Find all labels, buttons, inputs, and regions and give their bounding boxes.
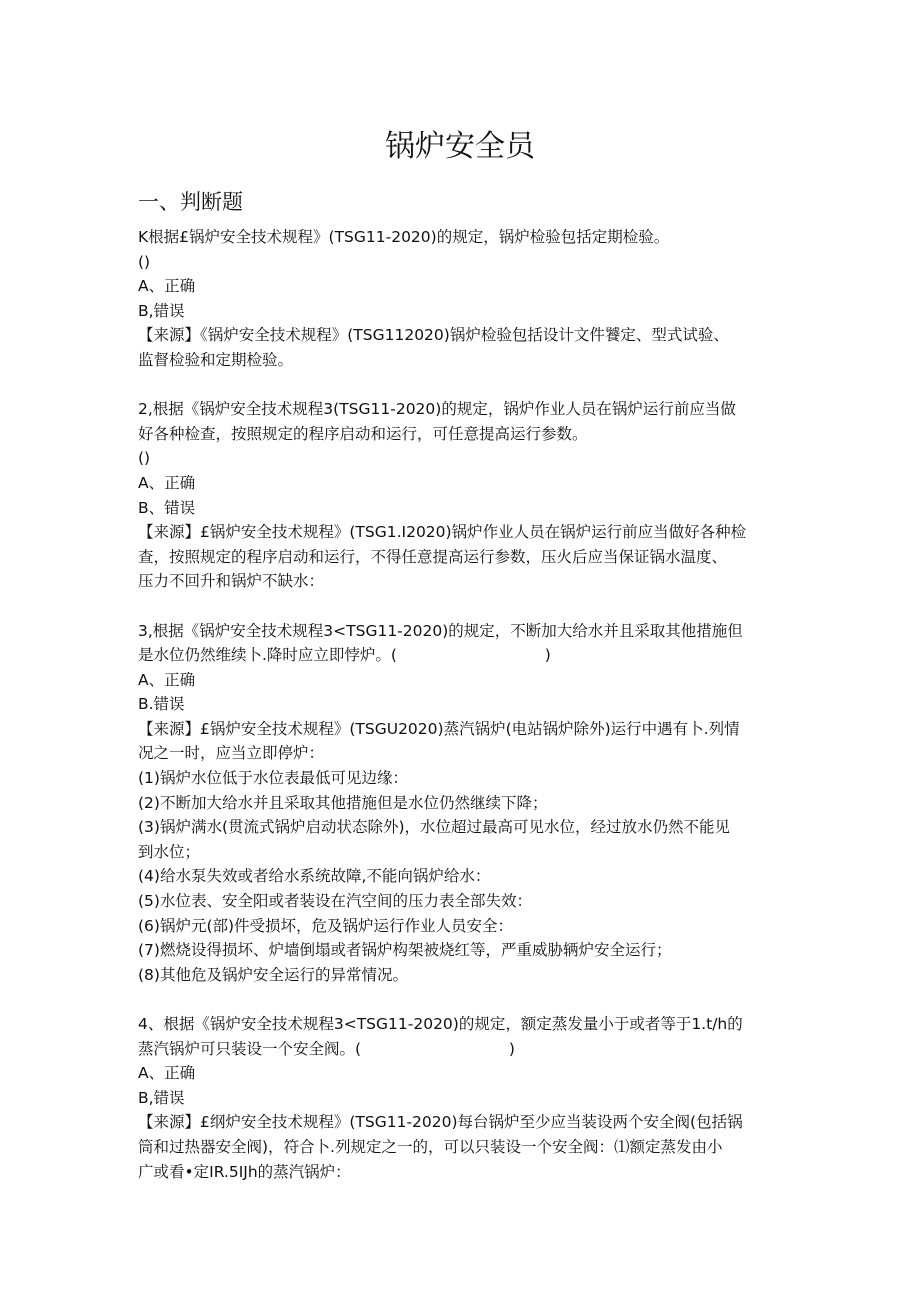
question-block xyxy=(138,619,788,988)
source-text: 【来源】£锅炉安全技术规程》(TSG1.I2020)锅炉作业人员在锅炉运行前应当做好各种检 xyxy=(138,523,747,542)
question-list xyxy=(138,225,788,1184)
option-b: B,错误 xyxy=(138,1088,185,1107)
source-text: (1)锅炉水位低于水位表最低可见边缘： xyxy=(138,769,408,788)
source-text: (8)其他危及锅炉安全运行的异常情况。 xyxy=(138,965,408,984)
option-a: A、正确 xyxy=(138,1064,196,1083)
spacer xyxy=(138,987,788,1012)
source-text: (7)燃烧设得损坏、炉墙倒塌或者锅炉构架被烧红等，严重威胁辆炉安全运行； xyxy=(138,941,672,960)
source-text: (3)锅炉满水(贯流式锅炉启动状态除外)，水位超过最高可见水位，经过放水仍然不能见 xyxy=(138,818,731,837)
option-a: A、正确 xyxy=(138,277,196,296)
question-stem: 3,根据《锅炉安全技术规程3<TSG11-2020)的规定，不断加大给水并且采取其他措施但 xyxy=(138,621,743,640)
source-text: 【来源】《锅炉安全技术规程》(TSG112020)锅炉检验包括设计文件饕定、型式试验、 xyxy=(138,326,729,345)
question-block xyxy=(138,225,788,373)
source-text: 到水位； xyxy=(138,842,201,861)
question-stem: 是水位仍然维续卜.降时应立即悖炉。( ) xyxy=(138,646,551,665)
source-text: 况之一时，应当立即停炉： xyxy=(138,744,325,763)
document-title: 锅炉安全员 xyxy=(385,129,535,164)
answer-blank: () xyxy=(138,252,151,271)
option-b: B、错误 xyxy=(138,498,196,517)
question-stem: K根据£锅炉安全技术规程》(TSG11-2020)的规定，锅炉检验包括定期检验。 xyxy=(138,228,670,246)
source-text: (2)不断加大给水并且采取其他措施但是水位仍然继续下降； xyxy=(138,793,548,812)
question-stem: 好各种检查，按照规定的程序启动和运行，可任意提高运行参数。 xyxy=(138,424,588,443)
source-text: 监督检验和定期检验。 xyxy=(138,350,294,369)
option-a: A、正确 xyxy=(138,473,196,492)
source-text: (4)给水泵失效或者给水系统故障,不能向锅炉给水： xyxy=(138,867,491,886)
spacer xyxy=(138,594,788,619)
answer-blank: () xyxy=(138,449,151,468)
option-b: B.错误 xyxy=(138,695,185,714)
question-block xyxy=(138,397,788,594)
source-text: 广或看•定IR.5IJh的蒸汽锅炉： xyxy=(138,1162,351,1181)
source-text: 【来源】£纲炉安全技术规程》(TSG11-2020)每台锅炉至少应当装设两个安全阀(包括锅 xyxy=(138,1113,743,1132)
source-text: 【来源】£锅炉安全技术规程》(TSGU2020)蒸汽锅炉(电站锅炉除外)运行中遇有卜.列情 xyxy=(138,719,740,738)
source-text: (6)锅炉元(部)件受损坏，危及锅炉运行作业人员安全： xyxy=(138,916,514,935)
question-block xyxy=(138,1012,788,1184)
source-text: 压力不回升和锅炉不缺水： xyxy=(138,572,325,591)
source-text: 查，按照规定的程序启动和运行，不得任意提高运行参数，压火后应当保证锅水温度、 xyxy=(138,547,728,566)
spacer xyxy=(138,373,788,398)
option-a: A、正确 xyxy=(138,670,196,689)
question-stem: 4、根据《锅炉安全技术规程3<TSG11-2020)的规定，额定蒸发量小于或者等于1.t/h的 xyxy=(138,1015,743,1033)
question-stem: 2,根据《锅炉安全技术规程3(TSG11-2020)的规定，锅炉作业人员在锅炉运行前应当做 xyxy=(138,400,736,419)
section-heading: 一、判断题 xyxy=(138,190,243,214)
option-b: B,错误 xyxy=(138,301,185,320)
source-text: 筒和过热器安全阀)，符合卜.列规定之一的，可以只装设一个安全阀：⑴额定蒸发由小 xyxy=(138,1137,723,1156)
question-stem: 蒸汽锅炉可只装设一个安全阀。( ) xyxy=(138,1039,515,1058)
source-text: (5)水位表、安全阳或者装设在汽空间的压力表全部失效： xyxy=(138,892,532,911)
